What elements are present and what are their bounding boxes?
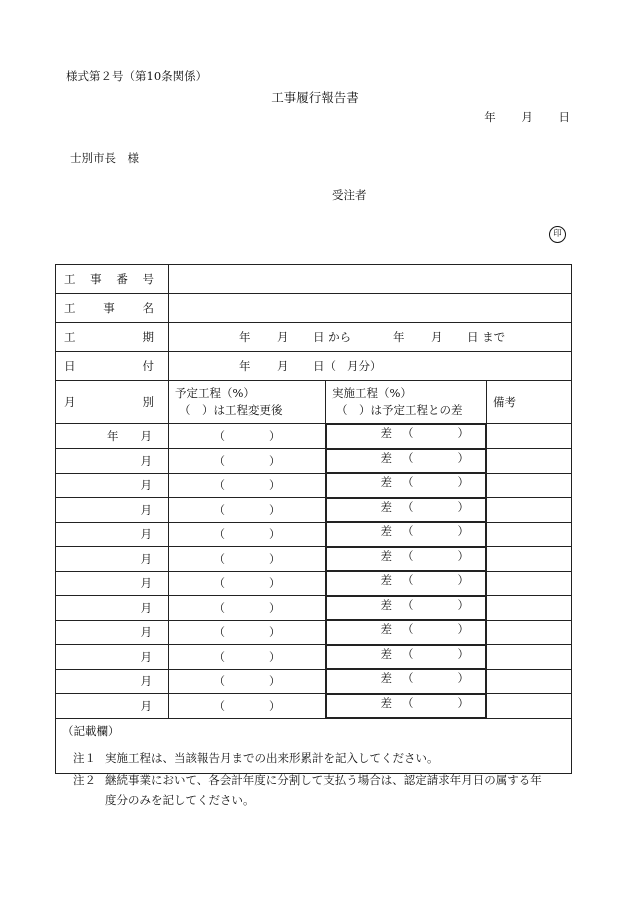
label-construction-name: 工 事 名 (64, 301, 154, 315)
month-row (56, 694, 572, 719)
remarks-header: 備考 (487, 381, 572, 424)
row-construction-name (56, 294, 572, 323)
note-2: 注２ 継続事業において、各会計年度に分割して支払う場合は、認定請求年月日の属する年 度分のみを記してください。 (73, 773, 542, 807)
remarks-cell[interactable] (487, 645, 572, 670)
remarks-cell[interactable] (487, 424, 572, 449)
planned-cell[interactable]: （ ） (169, 473, 326, 498)
month-row (56, 424, 572, 449)
actual-cell[interactable]: 差 （ ） (326, 571, 486, 596)
planned-cell[interactable]: （ ） (169, 498, 326, 523)
month-row (56, 547, 572, 572)
row-header (56, 381, 572, 424)
planned-cell[interactable]: （ ） (169, 424, 326, 449)
remarks-cell[interactable] (487, 473, 572, 498)
period-field[interactable]: 年 月 日 から 年 月 日 まで (169, 323, 572, 352)
month-label: 月 (56, 645, 169, 670)
label-date: 日 付 (64, 359, 154, 373)
construction-name-field[interactable] (169, 294, 572, 323)
month-label: 月 (56, 473, 169, 498)
month-label: 月 (56, 694, 169, 719)
actual-cell[interactable]: 差 （ ） (326, 522, 486, 547)
label-period: 工 期 (64, 330, 154, 344)
actual-cell[interactable]: 差 （ ） (326, 645, 486, 670)
report-date (484, 109, 570, 125)
actual-cell[interactable]: 差 （ ） (326, 694, 486, 719)
month-label: 月 (56, 620, 169, 645)
row-period (56, 323, 572, 352)
remarks-cell[interactable] (487, 669, 572, 694)
remarks-cell[interactable] (487, 547, 572, 572)
remarks-cell[interactable] (487, 571, 572, 596)
month-label: 月 (56, 522, 169, 547)
actual-cell[interactable]: 差 （ ） (326, 473, 486, 498)
label-by-month: 月 別 (64, 395, 154, 409)
date-year: 年 (484, 110, 496, 124)
planned-cell[interactable]: （ ） (169, 449, 326, 474)
construction-number-field[interactable] (169, 265, 572, 294)
page-title: 工事履行報告書 (271, 90, 359, 105)
month-row (56, 522, 572, 547)
month-label: 月 (56, 571, 169, 596)
row-construction-number (56, 265, 572, 294)
actual-progress-header: 実施工程（%） （ ）は予定工程との差 (326, 381, 487, 424)
month-label: 月 (56, 547, 169, 572)
month-label: 月 (56, 498, 169, 523)
seal-icon: 印 (549, 226, 566, 243)
actual-cell[interactable]: 差 （ ） (326, 596, 486, 621)
contractor-label: 受注者 (332, 188, 367, 202)
planned-cell[interactable]: （ ） (169, 547, 326, 572)
row-date (56, 352, 572, 381)
month-label: 年 月 (56, 424, 169, 449)
remarks-cell[interactable] (487, 596, 572, 621)
planned-cell[interactable]: （ ） (169, 694, 326, 719)
actual-cell[interactable]: 差 （ ） (326, 547, 486, 572)
planned-cell[interactable]: （ ） (169, 571, 326, 596)
actual-cell[interactable]: 差 （ ） (326, 669, 486, 694)
month-row (56, 596, 572, 621)
month-label: 月 (56, 596, 169, 621)
actual-cell[interactable]: 差 （ ） (326, 498, 486, 523)
planned-progress-header: 予定工程（%） （ ）は工程変更後 (169, 381, 326, 424)
remarks-label: （記載欄） (62, 724, 120, 738)
month-label: 月 (56, 449, 169, 474)
actual-cell[interactable]: 差 （ ） (326, 449, 486, 474)
date-day: 日 (558, 110, 570, 124)
planned-cell[interactable]: （ ） (169, 522, 326, 547)
planned-cell[interactable]: （ ） (169, 669, 326, 694)
month-label: 月 (56, 669, 169, 694)
remarks-cell[interactable] (487, 449, 572, 474)
actual-cell[interactable]: 差 （ ） (326, 424, 486, 449)
report-table (55, 264, 572, 774)
remarks-cell[interactable] (487, 522, 572, 547)
planned-cell[interactable]: （ ） (169, 645, 326, 670)
month-row (56, 571, 572, 596)
month-row (56, 473, 572, 498)
month-row (56, 645, 572, 670)
form-number: 様式第２号（第10条関係） (66, 69, 208, 83)
date-month: 月 (521, 110, 533, 124)
remarks-cell[interactable] (487, 498, 572, 523)
month-row (56, 449, 572, 474)
label-construction-number: 工 事 番 号 (64, 272, 154, 286)
date-field[interactable]: 年 月 日（ 月分） (169, 352, 572, 381)
planned-cell[interactable]: （ ） (169, 620, 326, 645)
addressee: 士別市長 様 (70, 151, 139, 165)
month-row (56, 620, 572, 645)
month-row (56, 669, 572, 694)
planned-cell[interactable]: （ ） (169, 596, 326, 621)
month-row (56, 498, 572, 523)
note-1: 注１ 実施工程は、当該報告月までの出来形累計を記入してください。 (73, 751, 439, 765)
remarks-cell[interactable] (487, 620, 572, 645)
remarks-cell[interactable] (487, 694, 572, 719)
actual-cell[interactable]: 差 （ ） (326, 620, 486, 645)
